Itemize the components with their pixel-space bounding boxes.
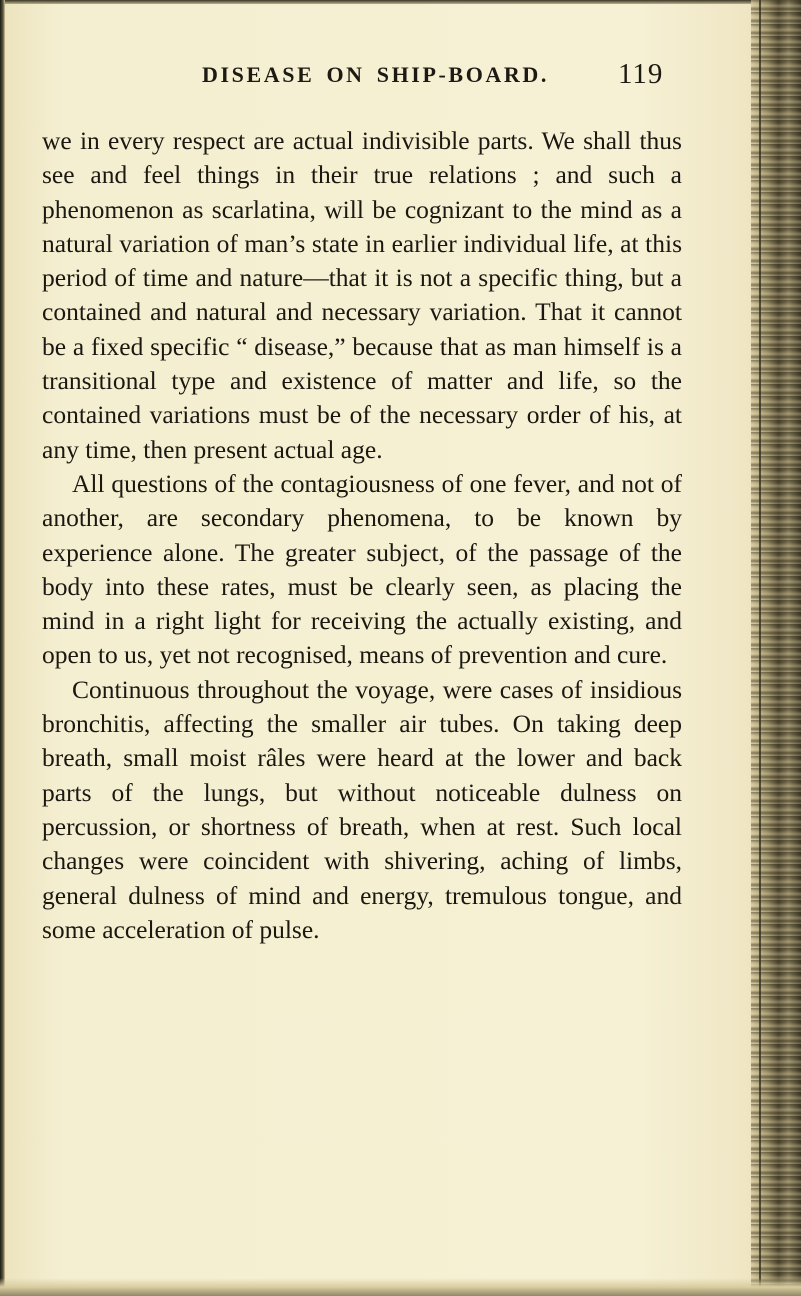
page-bottom-edge — [0, 1278, 801, 1296]
body-text — [42, 124, 682, 947]
page-header — [0, 58, 801, 98]
page-top-edge — [0, 0, 801, 4]
paragraph-3: Continuous throughout the voyage, were cases of insidious bronchitis, affecting the smaller air tubes. On taking deep breath, small moist râles were heard at the lower and back parts of the lungs, but without noticeable dulness on percussion, or shortness of breath, when at rest. Such local changes were coincident with shivering, aching of limbs, general dulness of mind and energy, tremulous tongue, and some acceleration of pulse. — [42, 674, 682, 944]
page-left-edge — [0, 0, 5, 1296]
gutter-shadow-line — [759, 0, 761, 1296]
page-number: 119 — [618, 58, 664, 90]
running-head: DISEASE ON SHIP-BOARD. — [202, 62, 549, 87]
paragraph-1: we in every respect are actual indivisible parts. We shall thus see and feel things in their true relations ; and such a phenomenon as scarlatina, will be cognizant to the mind as a natural variation of man’s state in earlier individual life, at this period of time and nature—that it is not a specific thing, but a contained and natural and necessary variation. That it cannot be a fixed specific “ disease,” because that as man himself is a transitional type and existence of matter and life, so the contained variations must be of the necessary order of his, at any time, then present actual age. — [42, 126, 682, 464]
paragraph-2: All questions of the contagiousness of one fever, and not of another, are secondary phenomena, to be known by experience alone. The greater subject, of the passage of the body into these rates, must be clearly seen, as placing the mind in a right light for receiving the actually existing, and open to us, yet not recognised, means of prevention and cure. — [42, 468, 682, 670]
